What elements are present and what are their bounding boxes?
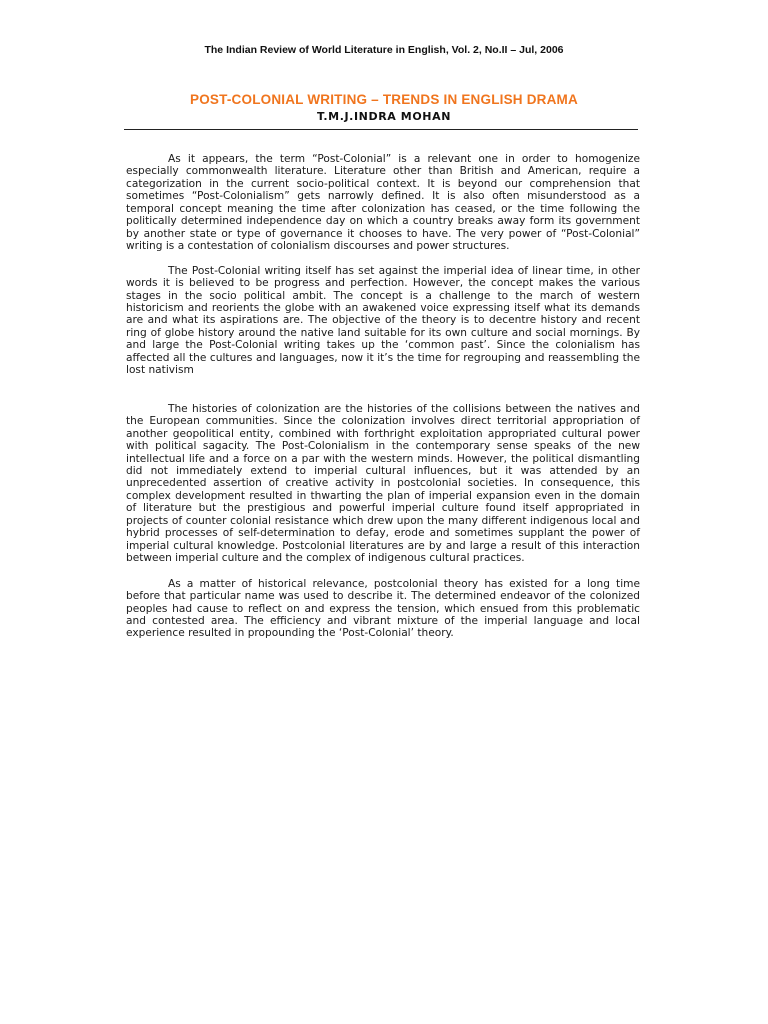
article-author: T.M.J.INDRA MOHAN xyxy=(316,110,452,123)
paragraph-3: The histories of colonization are the histories of the collisions between the natives and the European communities. Since the colonization involves direct territorial appropriation of another geopolitical entity, combined with forthright exploitation appropriated cultural power with political sagacity. The Post-Colonialism in the contemporary sense speaks of the new intellectual life and a force on a par with the western minds. However, the political dismantling did not immediately extend to imperial cultural influences, but it was attended by an unprecedented assertion of creative activity in postcolonial societies. In consequence, this complex development resulted in thwarting the plan of imperial expansion even in the domain of literature but the prestigious and powerful imperial culture found itself appropriated in projects of counter colonial resistance which drew upon the many different indigenous local and hybrid processes of self-determination to defay, erode and sometimes supplant the power of imperial cultural knowledge. Postcolonial literatures are by and large a result of this interaction between imperial culture and the complex of indigenous cultural practices. xyxy=(126,402,640,565)
paragraph-2: The Post-Colonial writing itself has set against the imperial idea of linear time, in other words it is believed to be progress and perfection. However, the concept makes the various stages in the socio political ambit. The concept is a challenge to the march of western historicism and reorients the globe with an awakened voice expressing itself what its demands are and what its aspirations are. The objective of the theory is to decentre history and recent ring of globe history around the native land suitable for its own culture and social mornings. By and large the Post-Colonial writing takes up the ‘common past’. Since the colonialism has affected all the cultures and languages, now it it’s the time for regrouping and reassembling the lost nativism xyxy=(126,264,640,377)
paragraph-1: As it appears, the term “Post-Colonial” is a relevant one in order to homogenize especially commonwealth literature. Literature other than British and American, require a categorization in the current socio-political context. It is beyond our comprehension that sometimes “Post-Colonialism” gets narrowly defined. It is also often misunderstood as a temporal concept meaning the time after colonization has ceased, or the time following the politically determined independence day on which a country breaks away form its government by another state or type of governance it chooses to have. The very power of “Post-Colonial” writing is a contestation of colonialism discourses and power structures. xyxy=(126,153,640,253)
running-head: The Indian Review of World Literature in English, Vol. 2, No.II – Jul, 2006 xyxy=(204,44,564,56)
paragraph-4: As a matter of historical relevance, postcolonial theory has existed for a long time before that particular name was used to describe it. The determined endeavor of the colonized peoples had cause to reflect on and express the tension, which ensued from this problematic and contested area. The efficiency and vibrant mixture of the imperial language and local experience resulted in propounding the ‘Post-Colonial’ theory. xyxy=(126,577,640,640)
article-title: POST-COLONIAL WRITING – TRENDS IN ENGLISH DRAMA xyxy=(190,92,578,107)
article-body xyxy=(126,153,640,640)
title-divider xyxy=(124,129,638,130)
